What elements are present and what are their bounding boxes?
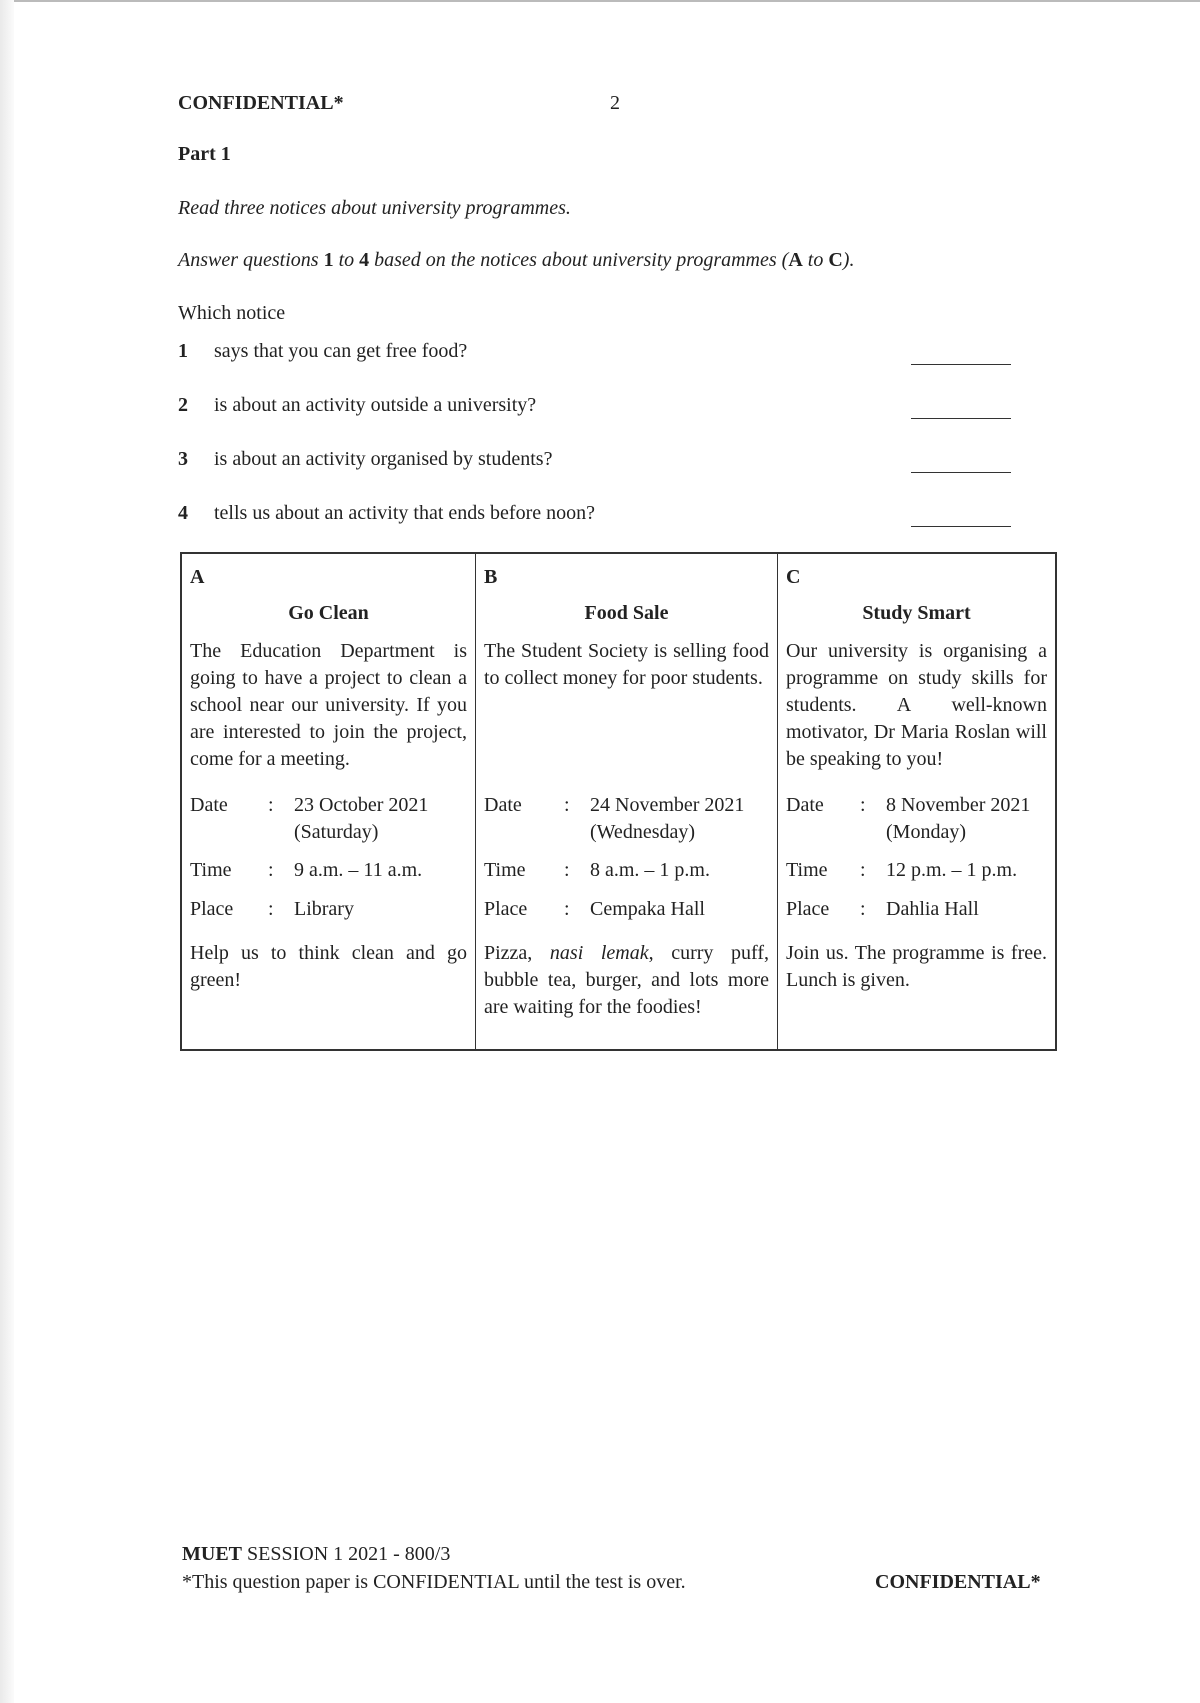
instruction-bold: 1 [323, 249, 334, 271]
date-label: Date [190, 794, 228, 816]
notice-b [476, 554, 778, 1049]
colon: : [860, 898, 866, 920]
notice-letter: B [484, 566, 498, 588]
day-text: (Wednesday) [590, 821, 696, 843]
notice-title: Food Sale [584, 602, 669, 624]
notice-date-row [484, 792, 773, 846]
place-label: Place [190, 898, 234, 920]
notice-c [778, 554, 1055, 1049]
notice-footer: Join us. The programme is free. Lunch is given. [786, 942, 1047, 991]
instruction-read: Read three notices about university programmes. [178, 197, 571, 219]
instruction-text: ). [842, 249, 855, 271]
notice-title: Go Clean [288, 602, 369, 624]
instruction-text: to [333, 249, 360, 271]
time-value: 8 a.m. – 1 p.m. [590, 859, 710, 881]
answer-blank[interactable] [911, 472, 1011, 473]
place-label: Place [786, 898, 830, 920]
question-text: says that you can get free food? [214, 340, 468, 362]
footer-code-bold: MUET [182, 1543, 242, 1565]
footer-confidential-label: CONFIDENTIAL* [875, 1571, 1041, 1593]
time-label: Time [484, 859, 526, 881]
instruction-bold: A [788, 249, 803, 271]
notices-table [180, 552, 1057, 1051]
notice-footer: Help us to think clean and go green! [190, 942, 467, 991]
time-value: 12 p.m. – 1 p.m. [886, 859, 1018, 881]
place-value: Dahlia Hall [886, 898, 979, 920]
place-value: Library [294, 898, 354, 920]
date-value [294, 792, 471, 846]
notice-a [182, 554, 476, 1049]
date-text: 24 November 2021 [590, 794, 745, 816]
question-number: 3 [178, 448, 188, 470]
notice-title: Study Smart [862, 602, 971, 624]
instruction-text: to [802, 249, 829, 271]
answer-blank[interactable] [911, 526, 1011, 527]
colon: : [268, 859, 274, 881]
time-label: Time [786, 859, 828, 881]
question-number: 4 [178, 502, 188, 524]
notice-description: The Education Department is going to have a project to clean a school near our university. If you are interested to join the project, come for a meeting. [190, 640, 467, 770]
time-label: Time [190, 859, 232, 881]
place-value: Cempaka Hall [590, 898, 705, 920]
question-text: is about an activity organised by students? [214, 448, 553, 470]
question-2 [178, 394, 1013, 424]
question-1 [178, 340, 1013, 370]
footer-confidential-note: *This question paper is CONFIDENTIAL until the test is over. [182, 1571, 686, 1593]
day-text: (Monday) [886, 821, 966, 843]
question-3 [178, 448, 1013, 478]
instruction-text: based on the notices about university programmes ( [369, 249, 789, 271]
date-value [590, 792, 773, 846]
notice-description: The Student Society is selling food to collect money for poor students. [484, 640, 769, 689]
notice-date-row [190, 792, 471, 846]
question-number: 1 [178, 340, 188, 362]
instruction-text: Answer questions [178, 249, 324, 271]
colon: : [860, 794, 866, 816]
question-number: 2 [178, 394, 188, 416]
day-text: (Saturday) [294, 821, 379, 843]
question-4 [178, 502, 1013, 532]
notice-footer [484, 940, 769, 1021]
footer-exam-code [182, 1543, 450, 1566]
page-number: 2 [610, 92, 620, 114]
notice-letter: C [786, 566, 801, 588]
date-text: 23 October 2021 [294, 794, 429, 816]
place-label: Place [484, 898, 528, 920]
question-text: tells us about an activity that ends before noon? [214, 502, 596, 524]
footer-code-text: SESSION 1 2021 - 800/3 [242, 1543, 451, 1565]
answer-blank[interactable] [911, 418, 1011, 419]
colon: : [268, 898, 274, 920]
date-text: 8 November 2021 [886, 794, 1031, 816]
answer-blank[interactable] [911, 364, 1011, 365]
colon: : [564, 859, 570, 881]
time-value: 9 a.m. – 11 a.m. [294, 859, 423, 881]
footer-text: , curry puff, bubble tea, burger, and lots more are waiting for the foodies! [484, 942, 769, 1018]
date-label: Date [786, 794, 824, 816]
colon: : [564, 794, 570, 816]
notice-date-row [786, 792, 1051, 846]
instruction-answer [178, 249, 854, 272]
part-heading: Part 1 [178, 143, 231, 165]
which-notice-stem: Which notice [178, 302, 286, 324]
footer-italic-text: nasi lemak [549, 942, 649, 964]
question-text: is about an activity outside a university? [214, 394, 537, 416]
header-confidential: CONFIDENTIAL* [178, 92, 344, 114]
instruction-bold: C [828, 249, 843, 271]
colon: : [860, 859, 866, 881]
instruction-bold: 4 [359, 249, 370, 271]
colon: : [564, 898, 570, 920]
date-value [886, 792, 1051, 846]
date-label: Date [484, 794, 522, 816]
footer-text: Pizza, [484, 942, 550, 964]
notice-description: Our university is organising a programme on study skills for students. A well-known motivator, Dr Maria Roslan will be speaking to you! [786, 640, 1047, 770]
colon: : [268, 794, 274, 816]
notice-letter: A [190, 566, 205, 588]
